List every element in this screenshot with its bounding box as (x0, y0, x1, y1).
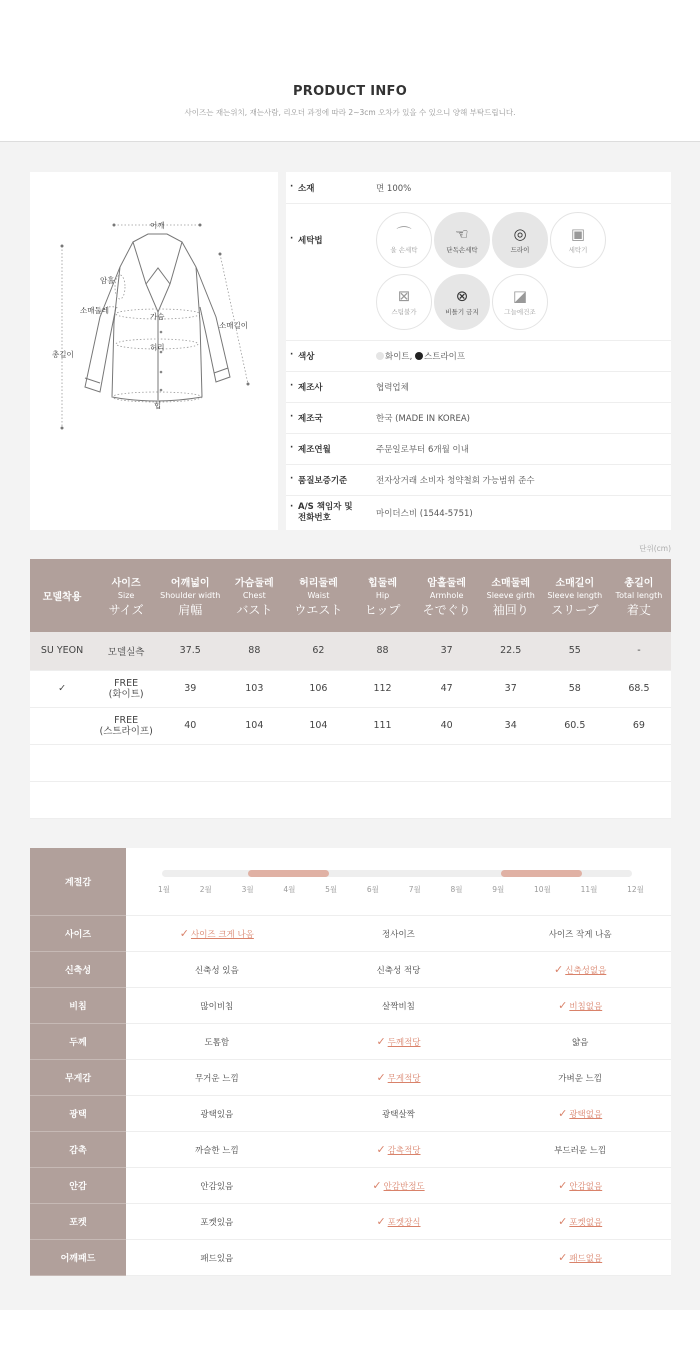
feature-label: 사이즈 (30, 916, 126, 952)
feature-label: 어깨패드 (30, 1240, 126, 1276)
feature-label: 비침 (30, 988, 126, 1024)
feature-label: 무게감 (30, 1060, 126, 1096)
wash-label: 그늘에건조 (504, 308, 536, 316)
feature-option: ✓ 비침없음 (489, 988, 671, 1024)
month-label: 2월 (199, 885, 212, 894)
check-icon: ✓ (30, 670, 94, 707)
check-icon: ✓ (558, 1107, 568, 1120)
wash-item (492, 212, 548, 268)
product-info-section (30, 172, 671, 530)
empty-row (30, 781, 671, 818)
wash-icons (376, 212, 656, 336)
check-icon: ✓ (558, 1251, 568, 1264)
wash-item (376, 212, 432, 268)
table-cell: 37 (415, 632, 479, 670)
page-header (0, 0, 700, 142)
table-cell: 34 (479, 707, 543, 744)
no-wring-icon: ⊗ (455, 287, 469, 305)
feature-option: 광택살짝 (308, 1096, 490, 1132)
label-chest: 가슴 (150, 312, 165, 321)
feature-option: 안감있음 (126, 1168, 308, 1204)
size-name: FREE (화이트) (94, 670, 158, 707)
size-col-header: 힙둘레 Hip ヒップ (350, 559, 414, 632)
model-row (30, 632, 671, 670)
shade-dry-icon: ◪ (512, 287, 528, 305)
spec-color: · 색상 화이트, 스트라이프 (286, 341, 671, 372)
spec-quality: · 품질보증기준 전자상거래 소비자 청약철회 가능범위 준수 (286, 465, 671, 496)
wash-label: 울 손세탁 (390, 246, 418, 254)
feature-table (30, 848, 671, 1276)
stripe-swatch (415, 352, 423, 360)
feature-option: 사이즈 작게 나옴 (489, 916, 671, 952)
size-table (30, 559, 671, 819)
feature-option: 광택있음 (126, 1096, 308, 1132)
feature-label: 신축성 (30, 952, 126, 988)
table-cell: 112 (350, 670, 414, 707)
no-steam-icon: ⊠ (397, 287, 411, 305)
feature-option: 많이비침 (126, 988, 308, 1024)
spec-date: · 제조연월 주문일로부터 6개월 이내 (286, 434, 671, 465)
wash-item (492, 274, 548, 330)
label-hip: 힙 (154, 401, 162, 410)
table-cell: 106 (286, 670, 350, 707)
feature-option: 신축성 적당 (308, 952, 490, 988)
feature-option: ✓ 포켓없음 (489, 1204, 671, 1240)
wash-label: 드라이 (510, 246, 530, 254)
size-col-header: 소매길이 Sleeve length スリーブ (543, 559, 607, 632)
wash-item (550, 212, 606, 268)
label-total-length: 총길이 (52, 350, 74, 359)
feature-option: 살짝비침 (308, 988, 490, 1024)
spec-as: · A/S 책임자 및 전화번호 마이더스비 (1544-5751) (286, 496, 671, 530)
label-shoulder: 어깨 (150, 221, 165, 230)
check-icon: ✓ (558, 1179, 568, 1192)
season-highlight (501, 870, 581, 877)
check-icon: ✓ (372, 1179, 382, 1192)
wash-label: 비틀기 금지 (445, 308, 479, 316)
table-cell: 모델실측 (94, 632, 158, 670)
month-label: 8월 (450, 885, 463, 894)
spec-wash: · 세탁법 ⌒ 울 손세탁 ☜ 단독손세탁 ◎ 드라이 ▣ 세탁기 ⊠ 스팀불가 ⊗ 비틀기 금지 ◪ 그늘에건조 (286, 204, 671, 341)
feature-option: 도톰함 (126, 1024, 308, 1060)
feature-option: 부드러운 느낌 (489, 1132, 671, 1168)
unit-label: 단위(cm) (639, 544, 671, 553)
wash-item (434, 212, 490, 268)
table-cell: 40 (158, 707, 222, 744)
season-timeline (126, 848, 671, 915)
feature-option: ✓ 포켓장식 (308, 1204, 490, 1240)
month-label: 6월 (366, 885, 379, 894)
feature-row (30, 1024, 671, 1060)
feature-label: 두께 (30, 1024, 126, 1060)
feature-row (30, 988, 671, 1024)
size-col-header: 소매둘레 Sleeve girth 袖回り (479, 559, 543, 632)
feature-option: ✓ 감촉적당 (308, 1132, 490, 1168)
check-icon: ✓ (558, 999, 568, 1012)
check-icon: ✓ (558, 1215, 568, 1228)
label-armhole: 암홀 (100, 276, 115, 285)
feature-option: ✓ 두께적당 (308, 1024, 490, 1060)
table-cell: 22.5 (479, 632, 543, 670)
season-months (158, 884, 644, 895)
size-name: FREE (스트라이프) (94, 707, 158, 744)
month-label: 5월 (325, 885, 338, 894)
month-label: 10월 (534, 885, 551, 894)
table-cell: 68.5 (607, 670, 671, 707)
season-highlight (248, 870, 328, 877)
wash-label: 단독손세탁 (446, 246, 478, 254)
feature-option: ✓ 신축성없음 (489, 952, 671, 988)
page-title: PRODUCT INFO (292, 84, 408, 99)
table-cell: 88 (350, 632, 414, 670)
spec-maker: · 제조사 협력업체 (286, 372, 671, 403)
feature-option: 가벼운 느낌 (489, 1060, 671, 1096)
feature-label: 감촉 (30, 1132, 126, 1168)
table-cell: 69 (607, 707, 671, 744)
size-col-header: 암홀둘레 Armhole そでぐり (415, 559, 479, 632)
feature-option: 패드있음 (126, 1240, 308, 1276)
feature-row (30, 952, 671, 988)
feature-row (30, 1096, 671, 1132)
table-cell: 37 (479, 670, 543, 707)
feature-row (30, 1132, 671, 1168)
spec-origin: · 제조국 한국 (MADE IN KOREA) (286, 403, 671, 434)
feature-option: 까슬한 느낌 (126, 1132, 308, 1168)
check-icon: ✓ (179, 927, 189, 940)
spec-list (286, 172, 671, 530)
table-cell: 104 (286, 707, 350, 744)
label-sleeve-girth: 소매둘레 (80, 306, 109, 315)
feature-row (30, 1060, 671, 1096)
washing-machine-icon: ▣ (570, 225, 586, 243)
table-cell: 103 (222, 670, 286, 707)
feature-option: 신축성 있음 (126, 952, 308, 988)
feature-option: ✓ 무게적당 (308, 1060, 490, 1096)
color-stripe: 스트라이프 (424, 352, 466, 362)
page-subtitle: 사이즈는 재는위치, 재는사람, 리오더 과정에 따라 2~3cm 오차가 있을 수 있으니 양해 부탁드립니다. (184, 108, 516, 117)
wash-label: 스팀불가 (391, 308, 417, 316)
size-table-header (30, 559, 671, 632)
garment-diagram (30, 172, 278, 530)
size-col-header: 총길이 Total length 着丈 (607, 559, 671, 632)
white-swatch (376, 352, 384, 360)
wash-item (434, 274, 490, 330)
feature-row (30, 916, 671, 952)
separate-hand-wash-icon: ☜ (455, 225, 469, 243)
feature-row (30, 1204, 671, 1240)
feature-option: 무거운 느낌 (126, 1060, 308, 1096)
size-col-header: 사이즈 Size サイズ (94, 559, 158, 632)
check-icon: ✓ (376, 1071, 386, 1084)
table-cell: SU YEON (30, 632, 94, 670)
check-icon: ✓ (554, 963, 564, 976)
size-col-header: 어깨넓이 Shoulder width 肩幅 (158, 559, 222, 632)
spec-material: · 소재 면 100% (286, 172, 671, 204)
table-cell: - (607, 632, 671, 670)
label-waist: 허리 (150, 343, 165, 352)
label-sleeve-length: 소매길이 (219, 321, 248, 330)
table-row (30, 707, 671, 744)
season-row (30, 848, 671, 916)
feature-option: ✓ 안감반정도 (308, 1168, 490, 1204)
month-label: 3월 (241, 885, 254, 894)
feature-label: 안감 (30, 1168, 126, 1204)
feature-option: ✓ 사이즈 크게 나옴 (126, 916, 308, 952)
check-icon: ✓ (376, 1215, 386, 1228)
table-cell: 104 (222, 707, 286, 744)
month-label: 9월 (492, 885, 505, 894)
month-label: 11월 (580, 885, 598, 894)
feature-label: 포켓 (30, 1204, 126, 1240)
table-cell: 39 (158, 670, 222, 707)
table-cell: 58 (543, 670, 607, 707)
month-label: 12월 (627, 885, 644, 894)
table-cell: 62 (286, 632, 350, 670)
size-col-header: 모델착용 (30, 559, 94, 632)
feature-row (30, 1240, 671, 1276)
dry-clean-icon: ◎ (513, 225, 527, 243)
color-white: 화이트, (385, 352, 413, 362)
size-col-header: 가슴둘레 Chest バスト (222, 559, 286, 632)
check-icon (30, 707, 94, 744)
table-cell: 37.5 (158, 632, 222, 670)
feature-label: 광택 (30, 1096, 126, 1132)
table-cell: 88 (222, 632, 286, 670)
wash-label: 세탁기 (568, 246, 588, 254)
season-bar (162, 870, 632, 877)
feature-option: ✓ 안감없음 (489, 1168, 671, 1204)
empty-row (30, 744, 671, 781)
hand-wash-icon: ⌒ (396, 225, 412, 243)
size-col-header: 허리둘레 Waist ウエスト (286, 559, 350, 632)
check-icon: ✓ (376, 1143, 386, 1156)
table-cell: 55 (543, 632, 607, 670)
check-icon: ✓ (376, 1035, 386, 1048)
feature-row (30, 1168, 671, 1204)
feature-option: 정사이즈 (308, 916, 490, 952)
feature-option: 포켓있음 (126, 1204, 308, 1240)
feature-option (308, 1240, 490, 1276)
table-row (30, 670, 671, 707)
table-cell: 47 (415, 670, 479, 707)
wash-item (376, 274, 432, 330)
month-label: 1월 (158, 885, 171, 894)
table-cell: 40 (415, 707, 479, 744)
feature-option: ✓ 광택없음 (489, 1096, 671, 1132)
month-label: 4월 (283, 885, 296, 894)
table-cell: 60.5 (543, 707, 607, 744)
feature-option: ✓ 패드없음 (489, 1240, 671, 1276)
table-cell: 111 (350, 707, 414, 744)
season-label: 계절감 (30, 848, 126, 916)
month-label: 7월 (408, 885, 421, 894)
feature-option: 얇음 (489, 1024, 671, 1060)
